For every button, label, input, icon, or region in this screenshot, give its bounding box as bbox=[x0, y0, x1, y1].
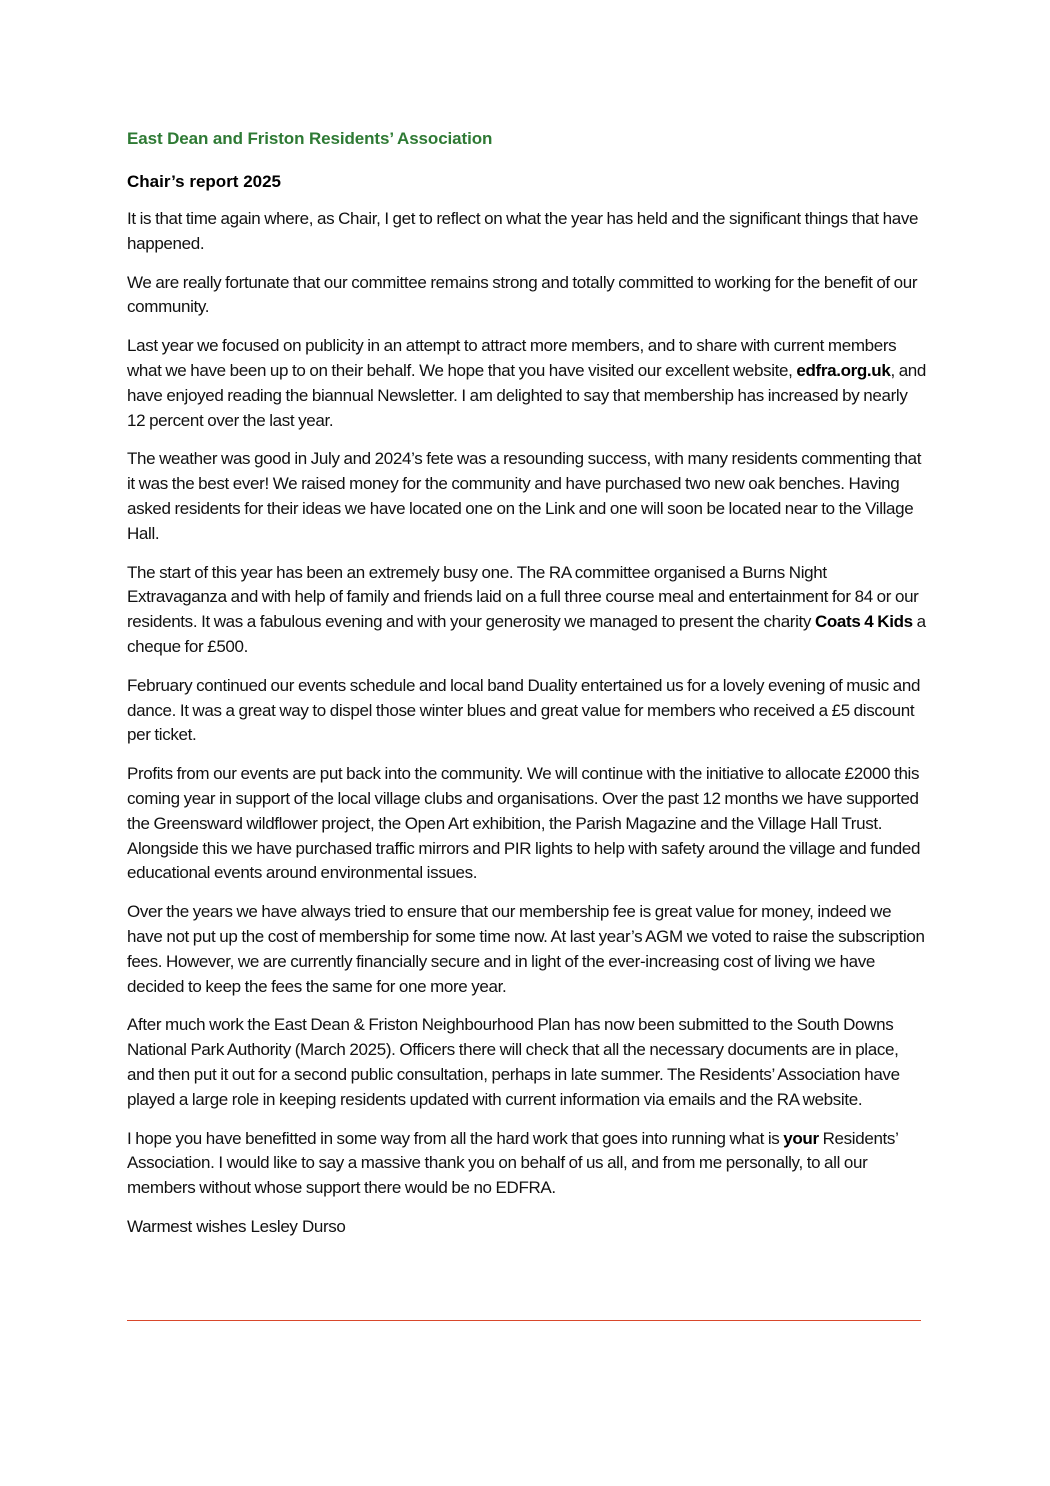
paragraph bbox=[127, 762, 927, 886]
paragraph-text: We are really fortunate that our committee remains strong and totally committed to working for the benefit of our community. bbox=[127, 272, 918, 317]
report-body bbox=[127, 207, 927, 1201]
document-page bbox=[127, 126, 927, 1240]
paragraph-text: a cheque for £500. bbox=[127, 612, 926, 656]
paragraph bbox=[127, 1127, 927, 1201]
paragraph-text: Over the years we have always tried to ensure that our membership fee is great value for money, indeed we have not put up the cost of membership for some time now. At last year’s AGM we voted to raise the subscription fees. However, we are currently financially secure and in light of the ever-increasing cost of living we have decided to keep the fees the same for one more year. bbox=[127, 902, 925, 996]
paragraph bbox=[127, 674, 927, 748]
paragraph-text: It is that time again where, as Chair, I get to reflect on what the year has held and the significant things that have happened. bbox=[127, 209, 919, 253]
paragraph-text: Profits from our events are put back into the community. We will continue with the initiative to allocate £2000 this coming year in support of the local village clubs and organisations. Over the past 12 months we have supported the Greensward wildflower project, the Open Art exhibition, the Parish Magazine and the Village Hall Trust. Alongside this we have purchased traffic mirrors and PIR lights to help with safety around the village and funded educational events around environmental issues. bbox=[127, 764, 921, 883]
paragraph bbox=[127, 334, 927, 433]
paragraph-text: The weather was good in July and 2024’s fete was a resounding success, with many residents commenting that it was the best ever! We raised money for the community and have purchased two new oak benches. Having asked residents for their ideas we have located one on the Link and one will soon be located near to the Village Hall. bbox=[127, 449, 922, 543]
organisation-title: East Dean and Friston Residents’ Association bbox=[127, 129, 493, 148]
paragraph bbox=[127, 1013, 927, 1112]
signoff: Warmest wishes Lesley Durso bbox=[127, 1216, 346, 1236]
emphasis-text: edfra.org.uk bbox=[796, 360, 891, 380]
paragraph-text: Residents’ Association. I would like to say a massive thank you on behalf of us all, and from me personally, to all our members without whose support there would be no EDFRA. bbox=[127, 1128, 898, 1198]
paragraph-text: , and have enjoyed reading the biannual Newsletter. I am delighted to say that membership has increased by nearly 12 percent over the last year. bbox=[127, 360, 927, 430]
paragraph-text: Last year we focused on publicity in an attempt to attract more members, and to share with current members what we have been up to on their behalf. We hope that you have visited our excellent website, bbox=[127, 336, 897, 380]
emphasis-text: your bbox=[783, 1128, 819, 1148]
paragraph-text: The start of this year has been an extremely busy one. The RA committee organised a Burns Night Extravaganza and with help of family and friends laid on a full three course meal and entertainment for 84 or our residents. It was a fabulous evening and with your generosity we managed to present the charity bbox=[127, 562, 919, 632]
paragraph-text: February continued our events schedule and local band Duality entertained us for a lovely evening of music and dance. It was a great way to dispel those winter blues and great value for members who received a £5 discount per ticket. bbox=[127, 675, 921, 745]
report-title: Chair’s report 2025 bbox=[127, 172, 282, 191]
emphasis-text: Coats 4 Kids bbox=[814, 612, 913, 632]
paragraph bbox=[127, 207, 927, 257]
paragraph-text: After much work the East Dean & Friston Neighbourhood Plan has now been submitted to the South Downs National Park Authority (March 2025). Officers there will check that all the necessary documents are in place, and then put it out for a second public consultation, perhaps in late summer. The Residents’ Association have played a large role in keeping residents updated with current information via emails and the RA website. bbox=[127, 1015, 900, 1109]
footer-divider bbox=[127, 1320, 921, 1321]
paragraph bbox=[127, 900, 927, 999]
paragraph-text: I hope you have benefitted in some way from all the hard work that goes into running what is bbox=[127, 1128, 784, 1148]
paragraph bbox=[127, 561, 927, 660]
paragraph bbox=[127, 447, 927, 546]
paragraph bbox=[127, 271, 927, 321]
